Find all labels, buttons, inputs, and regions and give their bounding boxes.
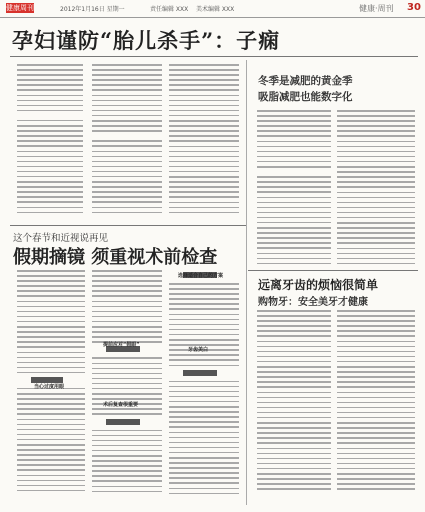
- tooth-article-subtitle: 购物牙：安全美牙才健康: [258, 297, 368, 308]
- section-rule: [10, 225, 246, 226]
- article-column-1: [17, 64, 83, 216]
- top-bar: [0, 0, 425, 18]
- subhead-d: 选择适合自己的方案: [178, 273, 224, 279]
- tooth-rule: [248, 270, 418, 271]
- page-number: 30: [407, 2, 421, 13]
- issue-date: 2012年1月16日 星期一: [60, 6, 125, 13]
- side-article-title-1: 冬季是减肥的黄金季: [258, 75, 353, 87]
- subhead-a: 当心过度用眼: [34, 384, 65, 390]
- side-column-1: [257, 110, 331, 268]
- main-headline: 孕妇谨防“胎儿杀手”：子痫: [12, 28, 281, 53]
- section-badge: 健康周刊: [6, 4, 34, 12]
- editor-credit: 责任编辑 XXX: [150, 6, 189, 13]
- subhead-e: 牙齿美白: [188, 347, 209, 353]
- side-article-title-2: 吸脂减肥也能数字化: [258, 91, 353, 103]
- tooth-article-title: 远离牙齿的烦恼很简单: [258, 278, 379, 292]
- subhead-b: 提前应对“假眼”: [103, 342, 140, 348]
- second-article-kicker: 这个春节和近视说再见: [13, 233, 109, 244]
- brand-label: 健康·周刊: [359, 4, 394, 13]
- designer-credit: 美术编辑 XXX: [196, 6, 235, 13]
- tooth-column-1: [257, 310, 331, 502]
- tooth-column-2: [337, 310, 415, 502]
- subhead-c: 术后复查很重要: [103, 402, 139, 408]
- side-column-2: [337, 110, 415, 268]
- second-article-title: 假期摘镜 须重视术前检查: [13, 247, 218, 268]
- second-column-3: [169, 270, 239, 500]
- article-column-3: [169, 64, 239, 216]
- headline-rule: [10, 56, 418, 57]
- second-column-2: [92, 270, 162, 500]
- column-divider: [246, 60, 247, 505]
- article-column-2: [92, 64, 162, 216]
